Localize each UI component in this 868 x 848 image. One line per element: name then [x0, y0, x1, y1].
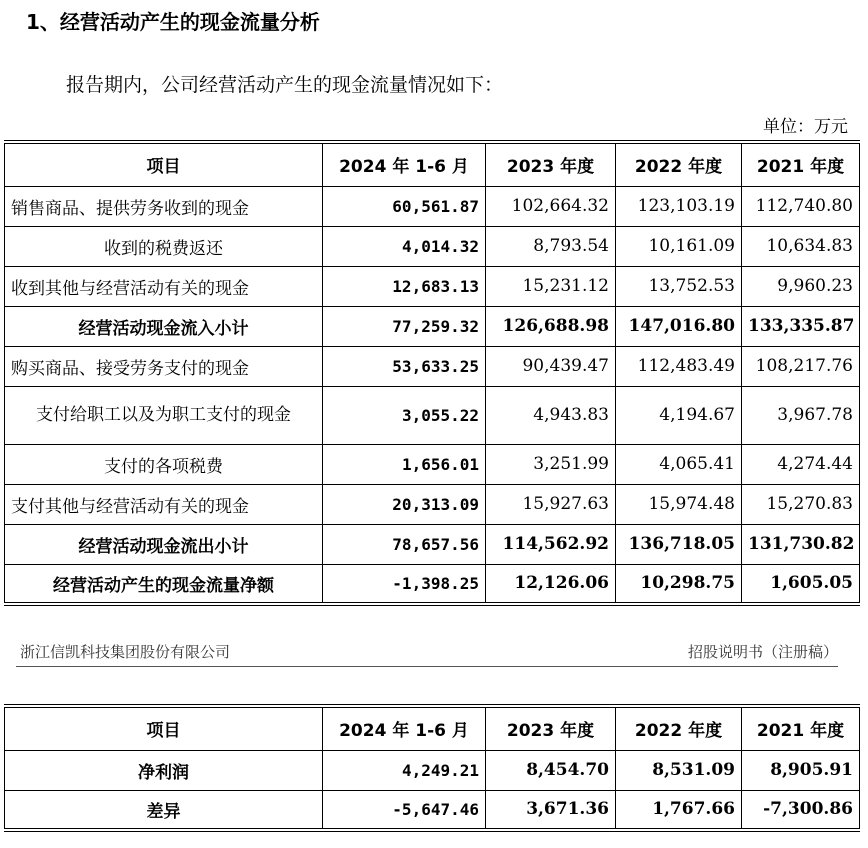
cell-2021: 108,217.76 — [742, 346, 860, 386]
header-2023: 2023 年度 — [486, 706, 616, 750]
row-label: 收到的税费返还 — [5, 226, 323, 266]
row-label: 经营活动现金流出小计 — [5, 524, 323, 564]
cell-2022: 136,718.05 — [616, 524, 742, 564]
cell-2021: 9,960.23 — [742, 266, 860, 306]
cell-2024h1: 12,683.13 — [323, 266, 486, 306]
cell-2023: 8,454.70 — [486, 750, 616, 790]
table-row — [5, 186, 860, 226]
table-row — [5, 346, 860, 386]
table-row — [5, 484, 860, 524]
section-heading: 1、经营活动产生的现金流量分析 — [26, 10, 320, 34]
cell-2023: 126,688.98 — [486, 306, 616, 346]
net-profit-table — [4, 704, 860, 832]
cell-2021: 8,905.91 — [742, 750, 860, 790]
table-row — [5, 750, 860, 790]
cell-2022: 4,065.41 — [616, 444, 742, 484]
footer-company: 浙江信凯科技集团股份有限公司 — [20, 643, 231, 661]
cell-2023: 114,562.92 — [486, 524, 616, 564]
cell-2021: 4,274.44 — [742, 444, 860, 484]
header-2022: 2022 年度 — [616, 706, 742, 750]
unit-label: 单位：万元 — [763, 117, 848, 137]
row-label: 收到其他与经营活动有关的现金 — [5, 266, 323, 306]
cell-2022: 4,194.67 — [616, 386, 742, 444]
cell-2024h1: -5,647.46 — [323, 790, 486, 830]
cell-2024h1: 4,014.32 — [323, 226, 486, 266]
row-label: 经营活动产生的现金流量净额 — [5, 564, 323, 604]
cell-2021: -7,300.86 — [742, 790, 860, 830]
cell-2024h1: 20,313.09 — [323, 484, 486, 524]
cell-2023: 3,251.99 — [486, 444, 616, 484]
cell-2024h1: 1,656.01 — [323, 444, 486, 484]
cell-2022: 10,298.75 — [616, 564, 742, 604]
cell-2022: 112,483.49 — [616, 346, 742, 386]
table-row — [5, 226, 860, 266]
cell-2021: 10,634.83 — [742, 226, 860, 266]
cell-2024h1: -1,398.25 — [323, 564, 486, 604]
cell-2021: 1,605.05 — [742, 564, 860, 604]
table-header-row — [5, 706, 860, 750]
cell-2024h1: 53,633.25 — [323, 346, 486, 386]
header-item: 项目 — [5, 706, 323, 750]
cell-2022: 10,161.09 — [616, 226, 742, 266]
cell-2021: 3,967.78 — [742, 386, 860, 444]
header-2022: 2022 年度 — [616, 142, 742, 186]
row-label: 支付给职工以及为职工支付的现金 — [5, 386, 323, 444]
cell-2022: 8,531.09 — [616, 750, 742, 790]
cell-2023: 12,126.06 — [486, 564, 616, 604]
cell-2022: 15,974.48 — [616, 484, 742, 524]
row-label: 净利润 — [5, 750, 323, 790]
table-row — [5, 444, 860, 484]
cell-2022: 13,752.53 — [616, 266, 742, 306]
cash-flow-table — [4, 140, 860, 606]
row-label: 销售商品、提供劳务收到的现金 — [5, 186, 323, 226]
cell-2024h1: 4,249.21 — [323, 750, 486, 790]
cell-2021: 131,730.82 — [742, 524, 860, 564]
header-2021: 2021 年度 — [742, 706, 860, 750]
cell-2021: 133,335.87 — [742, 306, 860, 346]
header-2023: 2023 年度 — [486, 142, 616, 186]
total-row — [5, 564, 860, 604]
header-2024h1: 2024 年 1-6 月 — [323, 142, 486, 186]
row-label: 差异 — [5, 790, 323, 830]
row-label: 经营活动现金流入小计 — [5, 306, 323, 346]
subtotal-row — [5, 524, 860, 564]
cell-2021: 15,270.83 — [742, 484, 860, 524]
footer-divider — [16, 666, 838, 667]
row-label: 购买商品、接受劳务支付的现金 — [5, 346, 323, 386]
cell-2023: 90,439.47 — [486, 346, 616, 386]
table-row — [5, 790, 860, 830]
cell-2023: 15,927.63 — [486, 484, 616, 524]
cell-2023: 3,671.36 — [486, 790, 616, 830]
header-2024h1: 2024 年 1-6 月 — [323, 706, 486, 750]
footer-document-name: 招股说明书（注册稿） — [687, 643, 838, 661]
header-item: 项目 — [5, 142, 323, 186]
cell-2022: 1,767.66 — [616, 790, 742, 830]
row-label: 支付其他与经营活动有关的现金 — [5, 484, 323, 524]
cell-2024h1: 3,055.22 — [323, 386, 486, 444]
cell-2024h1: 60,561.87 — [323, 186, 486, 226]
cell-2024h1: 78,657.56 — [323, 524, 486, 564]
cell-2022: 123,103.19 — [616, 186, 742, 226]
table-header-row — [5, 142, 860, 186]
cell-2023: 102,664.32 — [486, 186, 616, 226]
table-row — [5, 386, 860, 444]
header-2021: 2021 年度 — [742, 142, 860, 186]
cell-2024h1: 77,259.32 — [323, 306, 486, 346]
cell-2021: 112,740.80 — [742, 186, 860, 226]
cell-2023: 15,231.12 — [486, 266, 616, 306]
cell-2023: 4,943.83 — [486, 386, 616, 444]
table-row — [5, 266, 860, 306]
subtotal-row — [5, 306, 860, 346]
intro-paragraph: 报告期内，公司经营活动产生的现金流量情况如下： — [66, 74, 504, 96]
cell-2023: 8,793.54 — [486, 226, 616, 266]
row-label: 支付的各项税费 — [5, 444, 323, 484]
cell-2022: 147,016.80 — [616, 306, 742, 346]
page-footer — [20, 641, 838, 662]
